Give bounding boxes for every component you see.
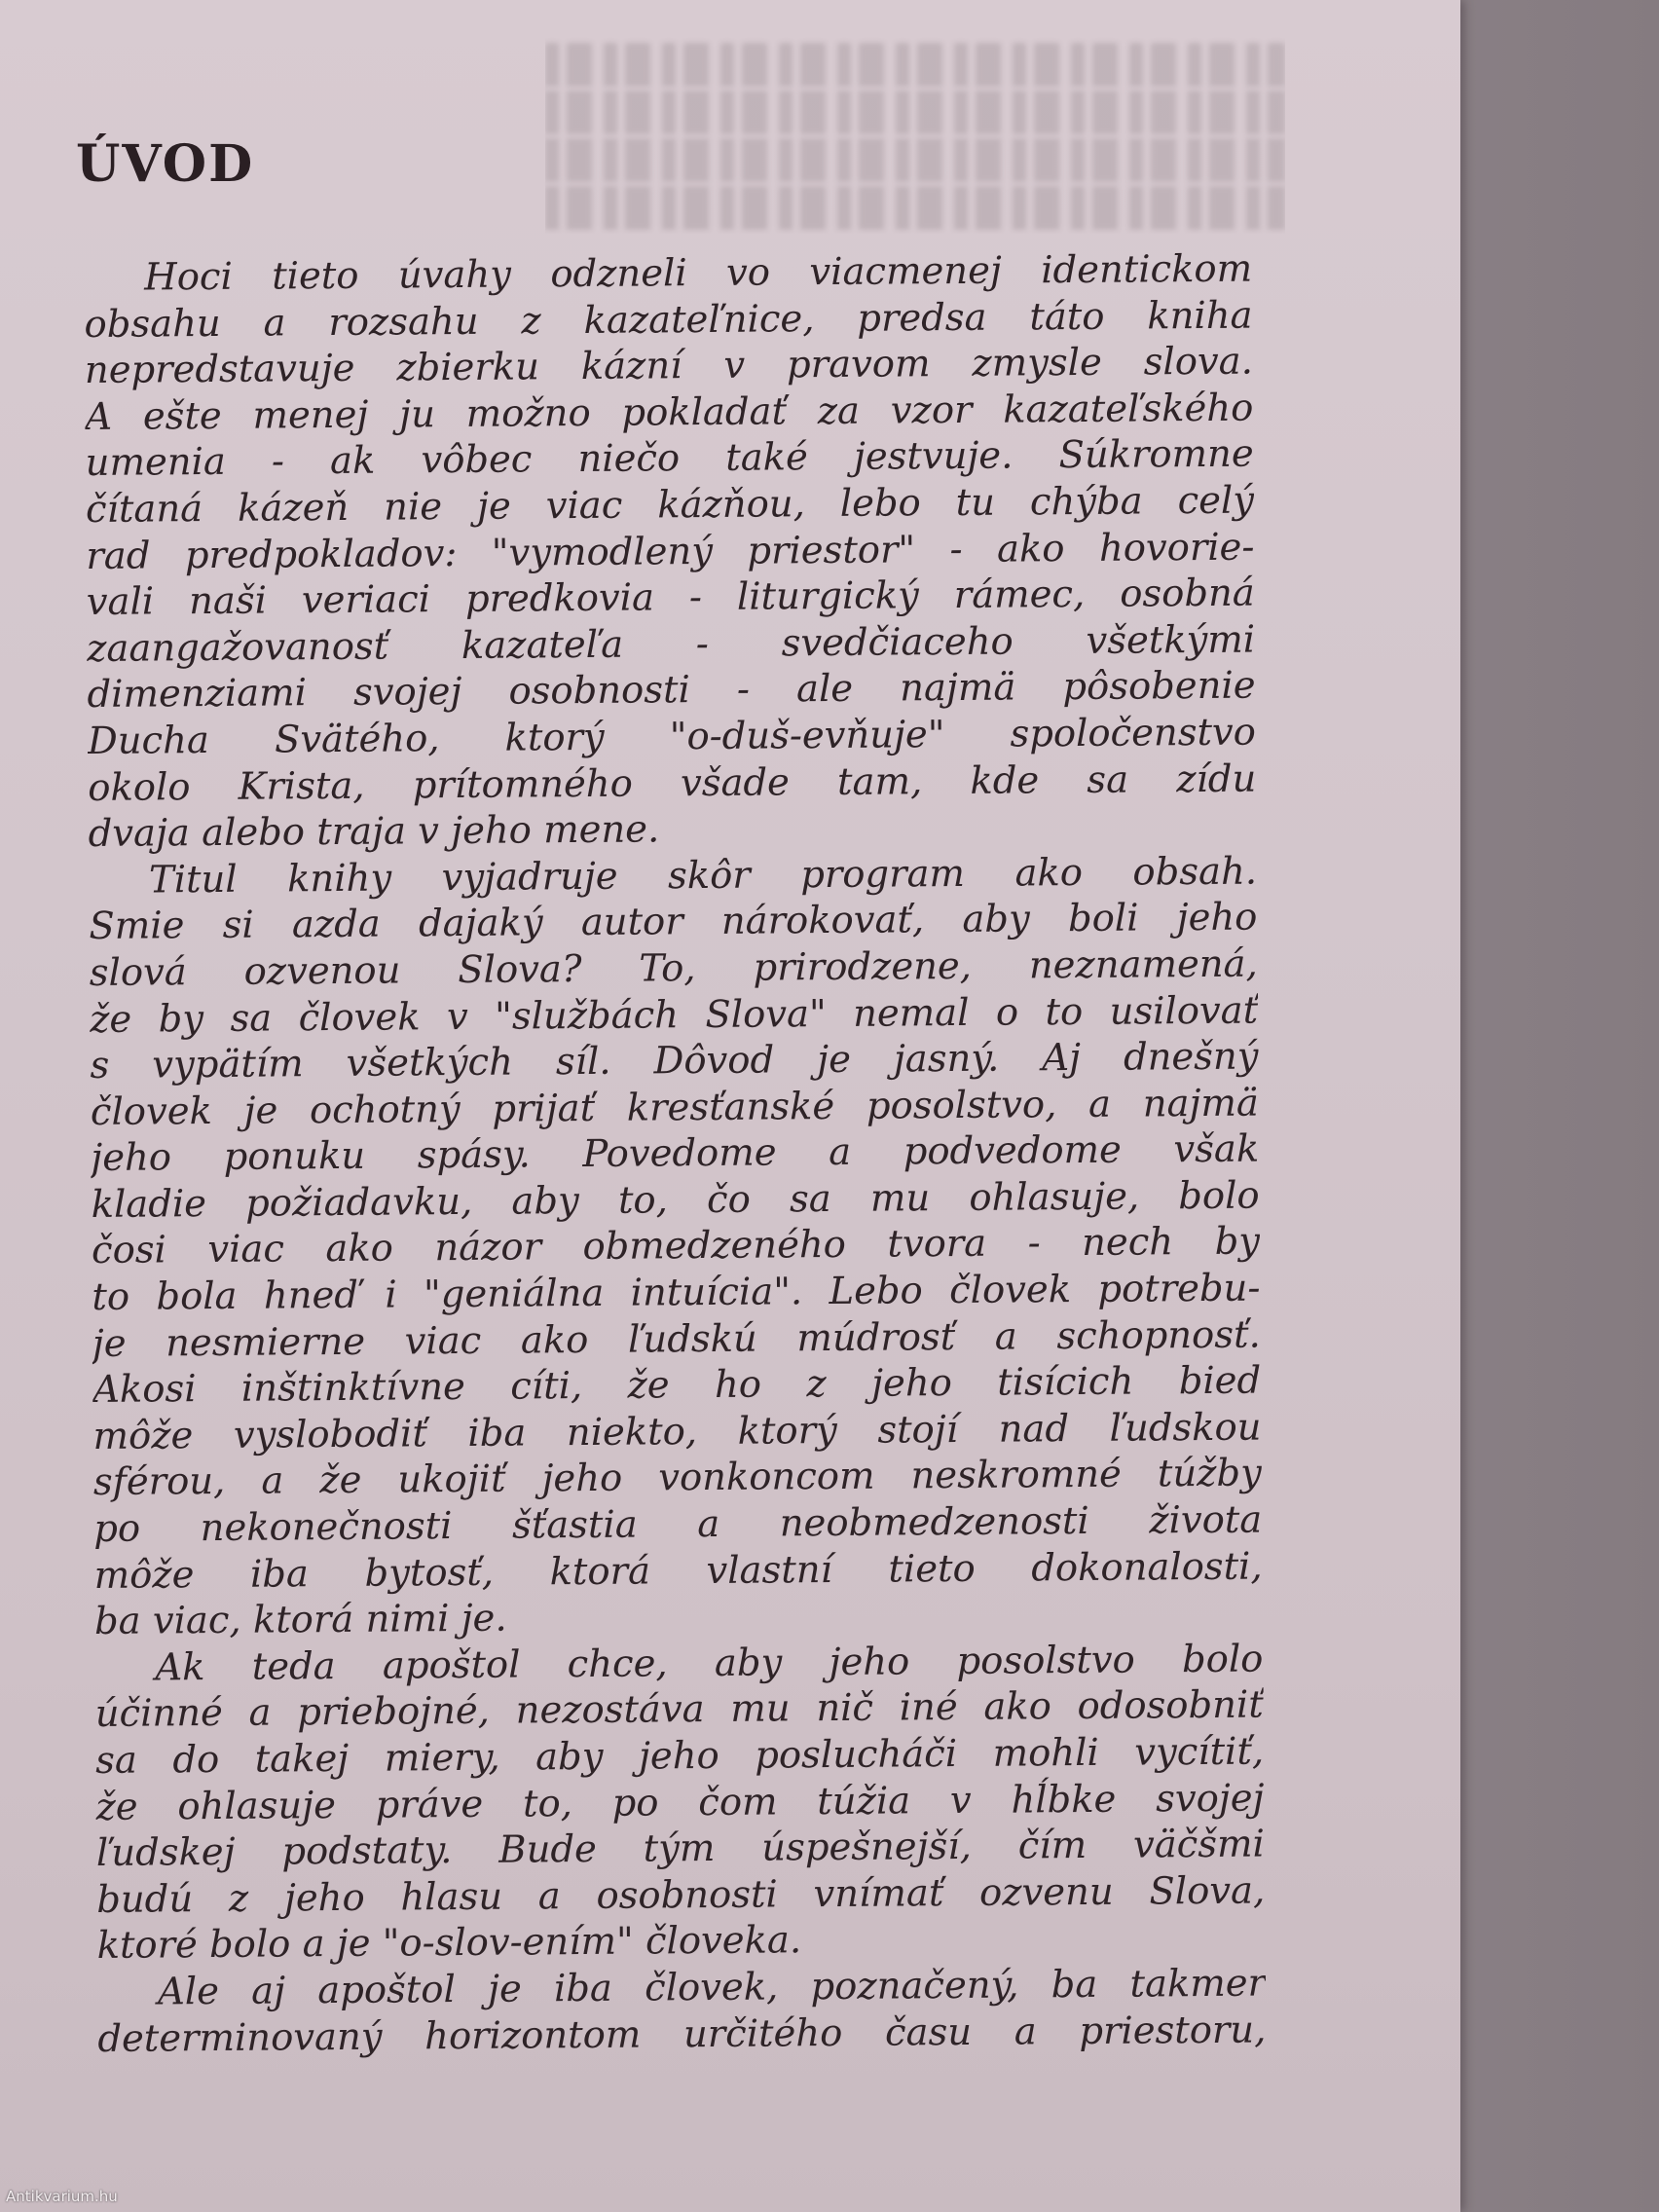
text-line: Titul knihy vyjadruje skôr program ako obsah.	[148, 849, 1258, 903]
text-line: umenia - ak vôbec niečo také jestvuje. Súkromne	[85, 431, 1254, 486]
text-line: človek je ochotný prijať kresťanské posolstvo, a najmä	[90, 1081, 1260, 1134]
text-line: sa do takej miery, aby jeho poslucháči mohli vycítiť,	[94, 1729, 1265, 1783]
text-line: determinovaný horizontom určitého času a priestoru,	[97, 2008, 1267, 2061]
text-line: Ale aj apoštol je iba človek, poznačený, ba takmer	[157, 1961, 1267, 2014]
text-line: kladie požiadavku, aby to, čo sa mu ohlasuje, bolo	[91, 1173, 1260, 1227]
text-line: že by sa človek v "službách Slova" nemal o to usilovať	[89, 988, 1259, 1042]
text-line: je nesmierne viac ako ľudskú múdrosť a schopnosť.	[92, 1312, 1261, 1366]
watermark: Antikvarium.hu	[6, 2188, 118, 2205]
text-line: Ducha Svätého, ktorý "o-duš-evňuje" spoločenstvo	[87, 710, 1257, 763]
text-line: slová ozvenou Slova? To, prirodzene, neznamená,	[89, 941, 1258, 995]
text-line: vali naši veriaci predkovia - liturgický rámec, osobná	[86, 571, 1255, 625]
paragraph	[94, 1636, 1266, 1970]
text-line: že ohlasuje práve to, po čom túžia v hĺbke svojej	[95, 1776, 1265, 1829]
text-line: účinné a priebojné, nezostáva mu nič iné ako odosobniť	[94, 1682, 1264, 1737]
show-through-text	[545, 0, 1285, 234]
text-line: dvaja alebo traja v jeho mene.	[88, 807, 660, 857]
paragraph	[89, 848, 1263, 1644]
text-line: dimenziami svojej osobnosti - ale najmä pôsobenie	[87, 663, 1256, 718]
paragraph	[97, 1960, 1267, 2062]
body-text	[84, 246, 1267, 2063]
chapter-heading: ÚVOD	[76, 134, 255, 194]
text-line: Akosi inštinktívne cíti, že ho z jeho tisícich bied	[92, 1358, 1262, 1413]
text-line: po nekonečnosti šťastia a neobmedzenosti života	[93, 1497, 1263, 1551]
text-line: ľudskej podstaty. Bude tým úspešnejší, čím väčšmi	[95, 1822, 1266, 1876]
text-line: okolo Krista, prítomného všade tam, kde sa zídu	[88, 756, 1257, 810]
text-line: ktoré bolo a je "o-slov-ením" človeka.	[96, 1918, 802, 1969]
paragraph	[84, 246, 1257, 858]
text-line: môže vyslobodiť iba niekto, ktorý stojí nad ľudskou	[92, 1405, 1262, 1458]
text-line: jeho ponuku spásy. Povedome a podvedome však	[91, 1126, 1260, 1181]
text-line: môže iba bytosť, ktorá vlastní tieto dokonalosti,	[93, 1544, 1263, 1598]
text-line: obsahu a rozsahu z kazateľnice, predsa táto kniha	[84, 293, 1253, 347]
text-line: ba viac, ktorá nimi je.	[93, 1596, 507, 1644]
text-line: rad predpokladov: "vymodlený priestor" - ako hovorie-	[86, 525, 1255, 578]
text-line: A ešte menej ju možno pokladať za vzor kazateľského	[85, 386, 1254, 439]
text-line: nepredstavuje zbierku kázní v pravom zmysle slova.	[84, 339, 1254, 393]
text-line: Hoci tieto úvahy odzneli vo viacmenej identickom	[144, 246, 1253, 300]
text-line: Ak teda apoštol chce, aby jeho posolstvo bolo	[155, 1637, 1264, 1690]
text-line: zaangažovanosť kazateľa - svedčiaceho všetkými	[86, 617, 1256, 671]
text-line: čosi viac ako názor obmedzeného tvora - nech by	[91, 1220, 1261, 1273]
text-line: budú z jeho hlasu a osobnosti vnímať ozvenu Slova,	[96, 1868, 1266, 1922]
text-line: s vypätím všetkých síl. Dôvod je jasný. Aj dnešný	[90, 1034, 1259, 1088]
text-line: sférou, a že ukojiť jeho vonkoncom neskromné túžby	[92, 1451, 1263, 1505]
text-line: Smie si azda dajaký autor nárokovať, aby boli jeho	[89, 895, 1258, 949]
text-line: to bola hneď i "geniálna intuícia". Lebo človek potrebu-	[92, 1266, 1261, 1320]
text-line: čítaná kázeň nie je viac kázňou, lebo tu chýba celý	[85, 478, 1255, 532]
